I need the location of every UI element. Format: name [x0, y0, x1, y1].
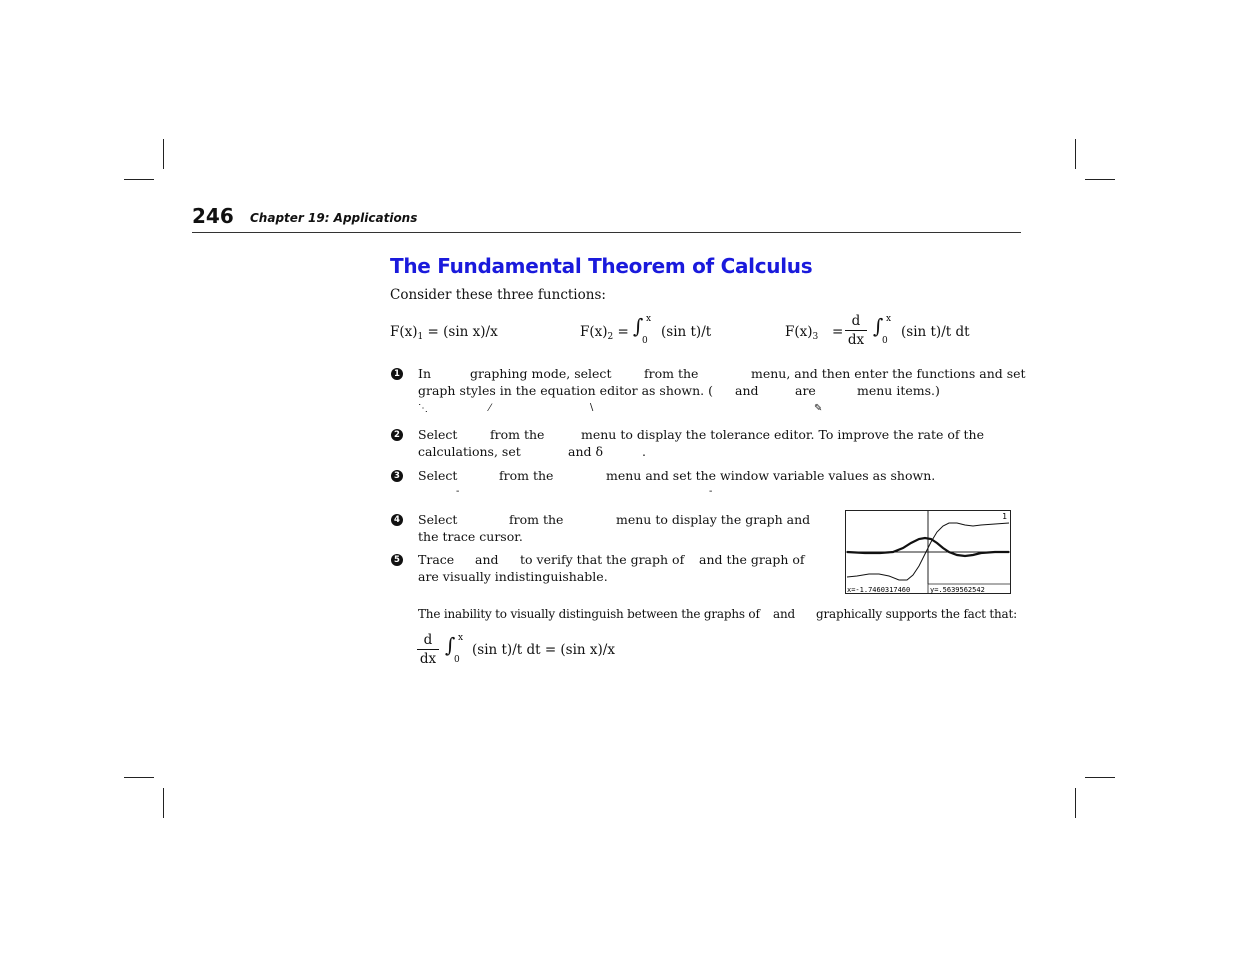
step-text: graph styles in the equation editor as shown. ( — [418, 383, 713, 398]
step-text: In — [418, 366, 431, 381]
function-1 — [390, 324, 498, 342]
crop-mark — [163, 788, 164, 818]
step-text: from the — [499, 468, 554, 483]
step-text: graphing mode, select — [470, 366, 612, 381]
page-number: 246 — [192, 204, 234, 228]
step-text: from the — [509, 512, 564, 527]
step-text: Select — [418, 427, 458, 442]
graph-svg — [845, 510, 1011, 594]
step-text: are — [795, 383, 816, 398]
integral-sign: ∫ — [873, 314, 884, 338]
crop-mark — [1085, 179, 1115, 180]
style-mark: ✎ — [814, 403, 823, 414]
step-text: and δ — [568, 444, 604, 459]
step-number: 4 — [391, 514, 403, 526]
dash-mark: - — [709, 486, 713, 497]
step-text: the trace cursor. — [418, 529, 523, 544]
y-readout: y=.5639562542 — [930, 586, 985, 594]
function-2-integrand: (sin t)/t — [661, 324, 712, 340]
step-text: Select — [418, 512, 458, 527]
lower-limit: 0 — [454, 655, 460, 665]
note-part: graphically supports the fact that: — [816, 607, 1017, 621]
function-3 — [785, 324, 818, 342]
section-title: The Fundamental Theorem of Calculus — [390, 254, 813, 278]
fraction-denominator: dx — [419, 651, 437, 667]
function-2-eq: = — [613, 324, 629, 340]
upper-limit: x — [646, 314, 652, 324]
function-3-integrand: (sin t)/t dt — [901, 324, 970, 340]
step-text: menu and set the window variable values as shown. — [606, 468, 936, 483]
function-3-sub: 3 — [812, 332, 819, 342]
step-text: and — [475, 552, 499, 567]
crop-mark — [163, 139, 164, 169]
step-text: Trace — [418, 552, 455, 567]
step-text: from the — [490, 427, 545, 442]
integral-sign: ∫ — [633, 314, 644, 338]
dash-mark: - — [456, 486, 460, 497]
step-number: 1 — [391, 368, 403, 380]
style-mark: ⁄ — [489, 403, 491, 414]
function-1-rhs: = (sin x)/x — [423, 324, 498, 340]
derivative-fraction — [845, 313, 867, 348]
function-1-name: F(x) — [390, 324, 418, 340]
fraction-numerator: d — [851, 313, 861, 329]
function-3-name: F(x) — [785, 324, 813, 340]
step-number: 3 — [391, 470, 403, 482]
crop-mark — [1075, 788, 1076, 818]
style-mark: ⋱ — [418, 403, 428, 414]
step-text: menu to display the tolerance editor. To improve the rate of the — [581, 427, 984, 442]
crop-mark — [124, 777, 154, 778]
upper-limit: x — [458, 633, 464, 643]
function-2-sub: 2 — [607, 332, 614, 342]
fraction-bar — [845, 330, 867, 331]
crop-mark — [124, 179, 154, 180]
crop-mark — [1085, 777, 1115, 778]
step-text: are visually indistinguishable. — [418, 569, 608, 584]
screen-corner-label: 1 — [1002, 512, 1007, 521]
lower-limit: 0 — [642, 336, 648, 346]
header-rule — [192, 232, 1021, 233]
function-2-name: F(x) — [580, 324, 608, 340]
fraction-numerator: d — [423, 632, 433, 648]
step-text: menu items.) — [857, 383, 940, 398]
step-text: . — [642, 444, 646, 459]
step-number: 5 — [391, 554, 403, 566]
note-part: and — [773, 607, 795, 621]
note-part: The inability to visually distinguish between the graphs of — [418, 607, 760, 621]
upper-limit: x — [886, 314, 892, 324]
style-mark: ∖ — [588, 403, 595, 414]
crop-mark — [1075, 139, 1076, 169]
step-text: from the — [644, 366, 699, 381]
function-3-eq: = — [832, 324, 844, 340]
function-2 — [580, 324, 629, 342]
integral-sign: ∫ — [445, 633, 456, 657]
step-number: 2 — [391, 429, 403, 441]
conclusion-rhs: (sin t)/t dt = (sin x)/x — [472, 642, 615, 658]
step-text: calculations, set — [418, 444, 521, 459]
step-text: and the graph of — [699, 552, 805, 567]
calculator-graph-screen — [845, 510, 1011, 594]
conclusion-derivative-fraction — [417, 632, 439, 667]
step-text: menu to display the graph and — [616, 512, 811, 527]
intro-text: Consider these three functions: — [390, 287, 606, 303]
function-1-sub: 1 — [417, 332, 424, 342]
lower-limit: 0 — [882, 336, 888, 346]
fraction-bar — [417, 649, 439, 650]
step-text: and — [735, 383, 759, 398]
fraction-denominator: dx — [847, 332, 865, 348]
step-text: to verify that the graph of — [520, 552, 685, 567]
step-text: menu, and then enter the functions and set — [751, 366, 1026, 381]
step-text: Select — [418, 468, 458, 483]
chapter-title: Chapter 19: Applications — [250, 211, 418, 225]
x-readout: x=-1.7460317460 — [847, 586, 911, 594]
